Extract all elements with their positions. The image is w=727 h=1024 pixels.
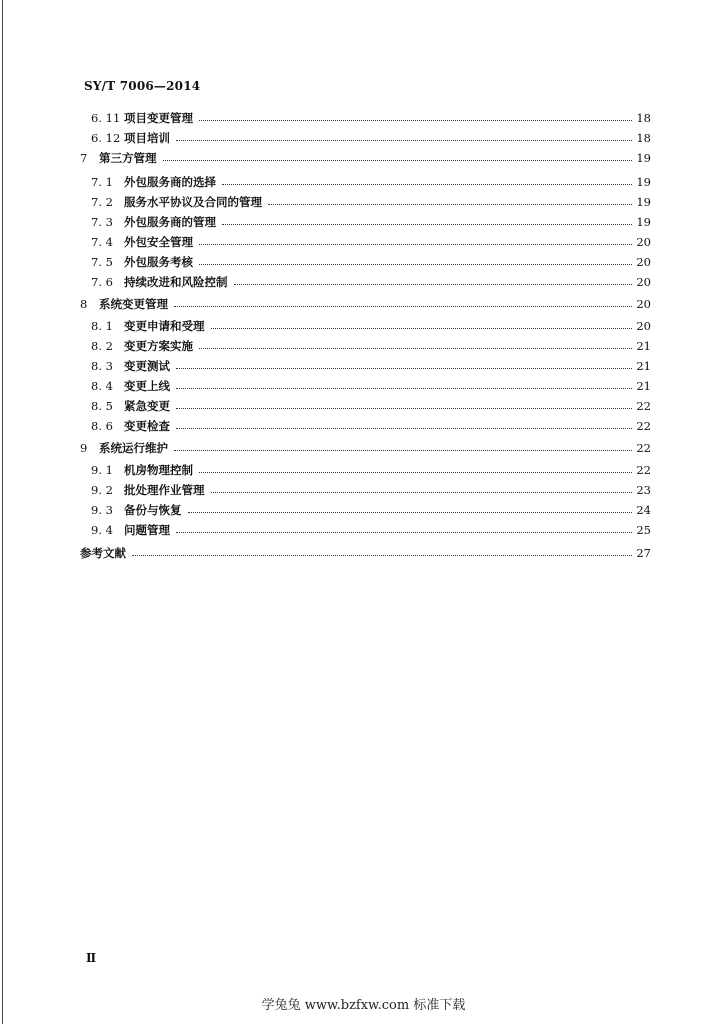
toc-leader-dots	[199, 244, 632, 245]
toc-section-title: 问题管理	[124, 523, 170, 537]
toc-leader-dots	[199, 120, 632, 121]
toc-entry[interactable]	[0, 378, 727, 394]
toc-section-number: 7. 6	[91, 275, 113, 289]
toc-section-number: 7. 1	[91, 175, 113, 189]
toc-leader-dots	[211, 492, 633, 493]
toc-section-number: 9	[80, 441, 88, 455]
toc-section-number: 8. 2	[91, 339, 113, 353]
toc-leader-dots	[199, 264, 632, 265]
toc-entry[interactable]	[0, 462, 727, 478]
toc-page-number: 22	[636, 399, 651, 413]
toc-entry[interactable]	[0, 234, 727, 250]
toc-leader-dots	[176, 368, 632, 369]
toc-entry[interactable]	[0, 110, 727, 126]
toc-entry[interactable]	[0, 214, 727, 230]
toc-section-title: 外包服务商的选择	[124, 175, 216, 189]
toc-section-number: 8. 4	[91, 379, 113, 393]
toc-section-number: 9. 2	[91, 483, 113, 497]
toc-leader-dots	[176, 388, 632, 389]
toc-section-title: 项目培训	[124, 131, 170, 145]
toc-section-title: 变更测试	[124, 359, 170, 373]
toc-leader-dots	[222, 224, 632, 225]
toc-section-number: 6. 11	[91, 111, 121, 125]
toc-page-number: 22	[636, 463, 651, 477]
toc-page-number: 20	[636, 297, 651, 311]
toc-entry[interactable]	[0, 482, 727, 498]
toc-leader-dots	[176, 140, 632, 141]
toc-page-number: 18	[636, 111, 651, 125]
toc-section-title: 系统运行维护	[99, 441, 168, 455]
toc-entry[interactable]	[0, 418, 727, 434]
toc-page-number: 27	[636, 546, 651, 560]
toc-entry[interactable]	[0, 398, 727, 414]
toc-page-number: 19	[636, 195, 651, 209]
toc-page-number: 20	[636, 235, 651, 249]
toc-page-number: 19	[636, 215, 651, 229]
toc-leader-dots	[176, 532, 632, 533]
toc-entry[interactable]	[0, 318, 727, 334]
toc-section-number: 9. 4	[91, 523, 113, 537]
toc-section-number: 8. 6	[91, 419, 113, 433]
toc-page-number: 21	[636, 339, 651, 353]
toc-leader-dots	[174, 450, 632, 451]
toc-entry[interactable]	[0, 150, 727, 166]
toc-section-number: 9. 1	[91, 463, 113, 477]
toc-section-number: 7. 5	[91, 255, 113, 269]
toc-leader-dots	[211, 328, 633, 329]
toc-leader-dots	[199, 348, 632, 349]
toc-leader-dots	[199, 472, 632, 473]
toc-section-title: 持续改进和风险控制	[124, 275, 228, 289]
toc-leader-dots	[268, 204, 632, 205]
toc-page-number: 24	[636, 503, 651, 517]
toc-section-title: 项目变更管理	[124, 111, 193, 125]
toc-entry[interactable]	[0, 194, 727, 210]
toc-leader-dots	[188, 512, 633, 513]
toc-entry[interactable]	[0, 296, 727, 312]
toc-section-number: 8	[80, 297, 88, 311]
toc-section-number: 7. 2	[91, 195, 113, 209]
toc-leader-dots	[176, 428, 632, 429]
toc-section-number: 9. 3	[91, 503, 113, 517]
toc-section-title: 变更上线	[124, 379, 170, 393]
toc-page-number: 20	[636, 275, 651, 289]
toc-entry[interactable]	[0, 358, 727, 374]
toc-section-title: 服务水平协议及合同的管理	[124, 195, 262, 209]
toc-section-title: 外包安全管理	[124, 235, 193, 249]
toc-section-title: 紧急变更	[124, 399, 170, 413]
toc-page-number: 21	[636, 379, 651, 393]
toc-leader-dots	[163, 160, 633, 161]
toc-section-title: 外包服务商的管理	[124, 215, 216, 229]
toc-section-number: 7. 3	[91, 215, 113, 229]
toc-entry[interactable]	[0, 502, 727, 518]
toc-leader-dots	[176, 408, 632, 409]
page-number: Ⅱ	[86, 951, 97, 965]
site-watermark: 学兔兔 www.bzfxw.com 标准下载	[261, 998, 466, 1013]
toc-page-number: 20	[636, 255, 651, 269]
toc-entry[interactable]	[0, 274, 727, 290]
toc-section-title: 参考文献	[80, 546, 126, 560]
toc-entry[interactable]	[0, 440, 727, 456]
toc-page-number: 22	[636, 419, 651, 433]
toc-section-title: 备份与恢复	[124, 503, 182, 517]
toc-section-title: 机房物理控制	[124, 463, 193, 477]
toc-section-title: 变更申请和受理	[124, 319, 205, 333]
toc-page-number: 20	[636, 319, 651, 333]
toc-leader-dots	[132, 555, 632, 556]
toc-section-title: 批处理作业管理	[124, 483, 205, 497]
toc-entry[interactable]	[0, 522, 727, 538]
toc-entry[interactable]	[0, 130, 727, 146]
toc-page-number: 19	[636, 151, 651, 165]
toc-section-title: 外包服务考核	[124, 255, 193, 269]
standard-code: SY/T 7006—2014	[84, 79, 201, 93]
toc-section-number: 7. 4	[91, 235, 113, 249]
toc-section-title: 变更检查	[124, 419, 170, 433]
toc-section-number: 8. 1	[91, 319, 113, 333]
toc-leader-dots	[174, 306, 632, 307]
toc-entry[interactable]	[0, 338, 727, 354]
toc-section-number: 8. 5	[91, 399, 113, 413]
toc-section-title: 变更方案实施	[124, 339, 193, 353]
toc-section-number: 7	[80, 151, 88, 165]
toc-page-number: 22	[636, 441, 651, 455]
toc-page-number: 19	[636, 175, 651, 189]
toc-page-number: 23	[636, 483, 651, 497]
toc-page-number: 25	[636, 523, 651, 537]
toc-section-title: 系统变更管理	[99, 297, 168, 311]
toc-page-number: 18	[636, 131, 651, 145]
toc-entry[interactable]	[0, 254, 727, 270]
toc-leader-dots	[234, 284, 633, 285]
toc-section-title: 第三方管理	[99, 151, 157, 165]
toc-leader-dots	[222, 184, 632, 185]
toc-page-number: 21	[636, 359, 651, 373]
toc-entry[interactable]	[0, 174, 727, 190]
toc-entry[interactable]	[0, 545, 727, 561]
toc-section-number: 6. 12	[91, 131, 121, 145]
toc-section-number: 8. 3	[91, 359, 113, 373]
